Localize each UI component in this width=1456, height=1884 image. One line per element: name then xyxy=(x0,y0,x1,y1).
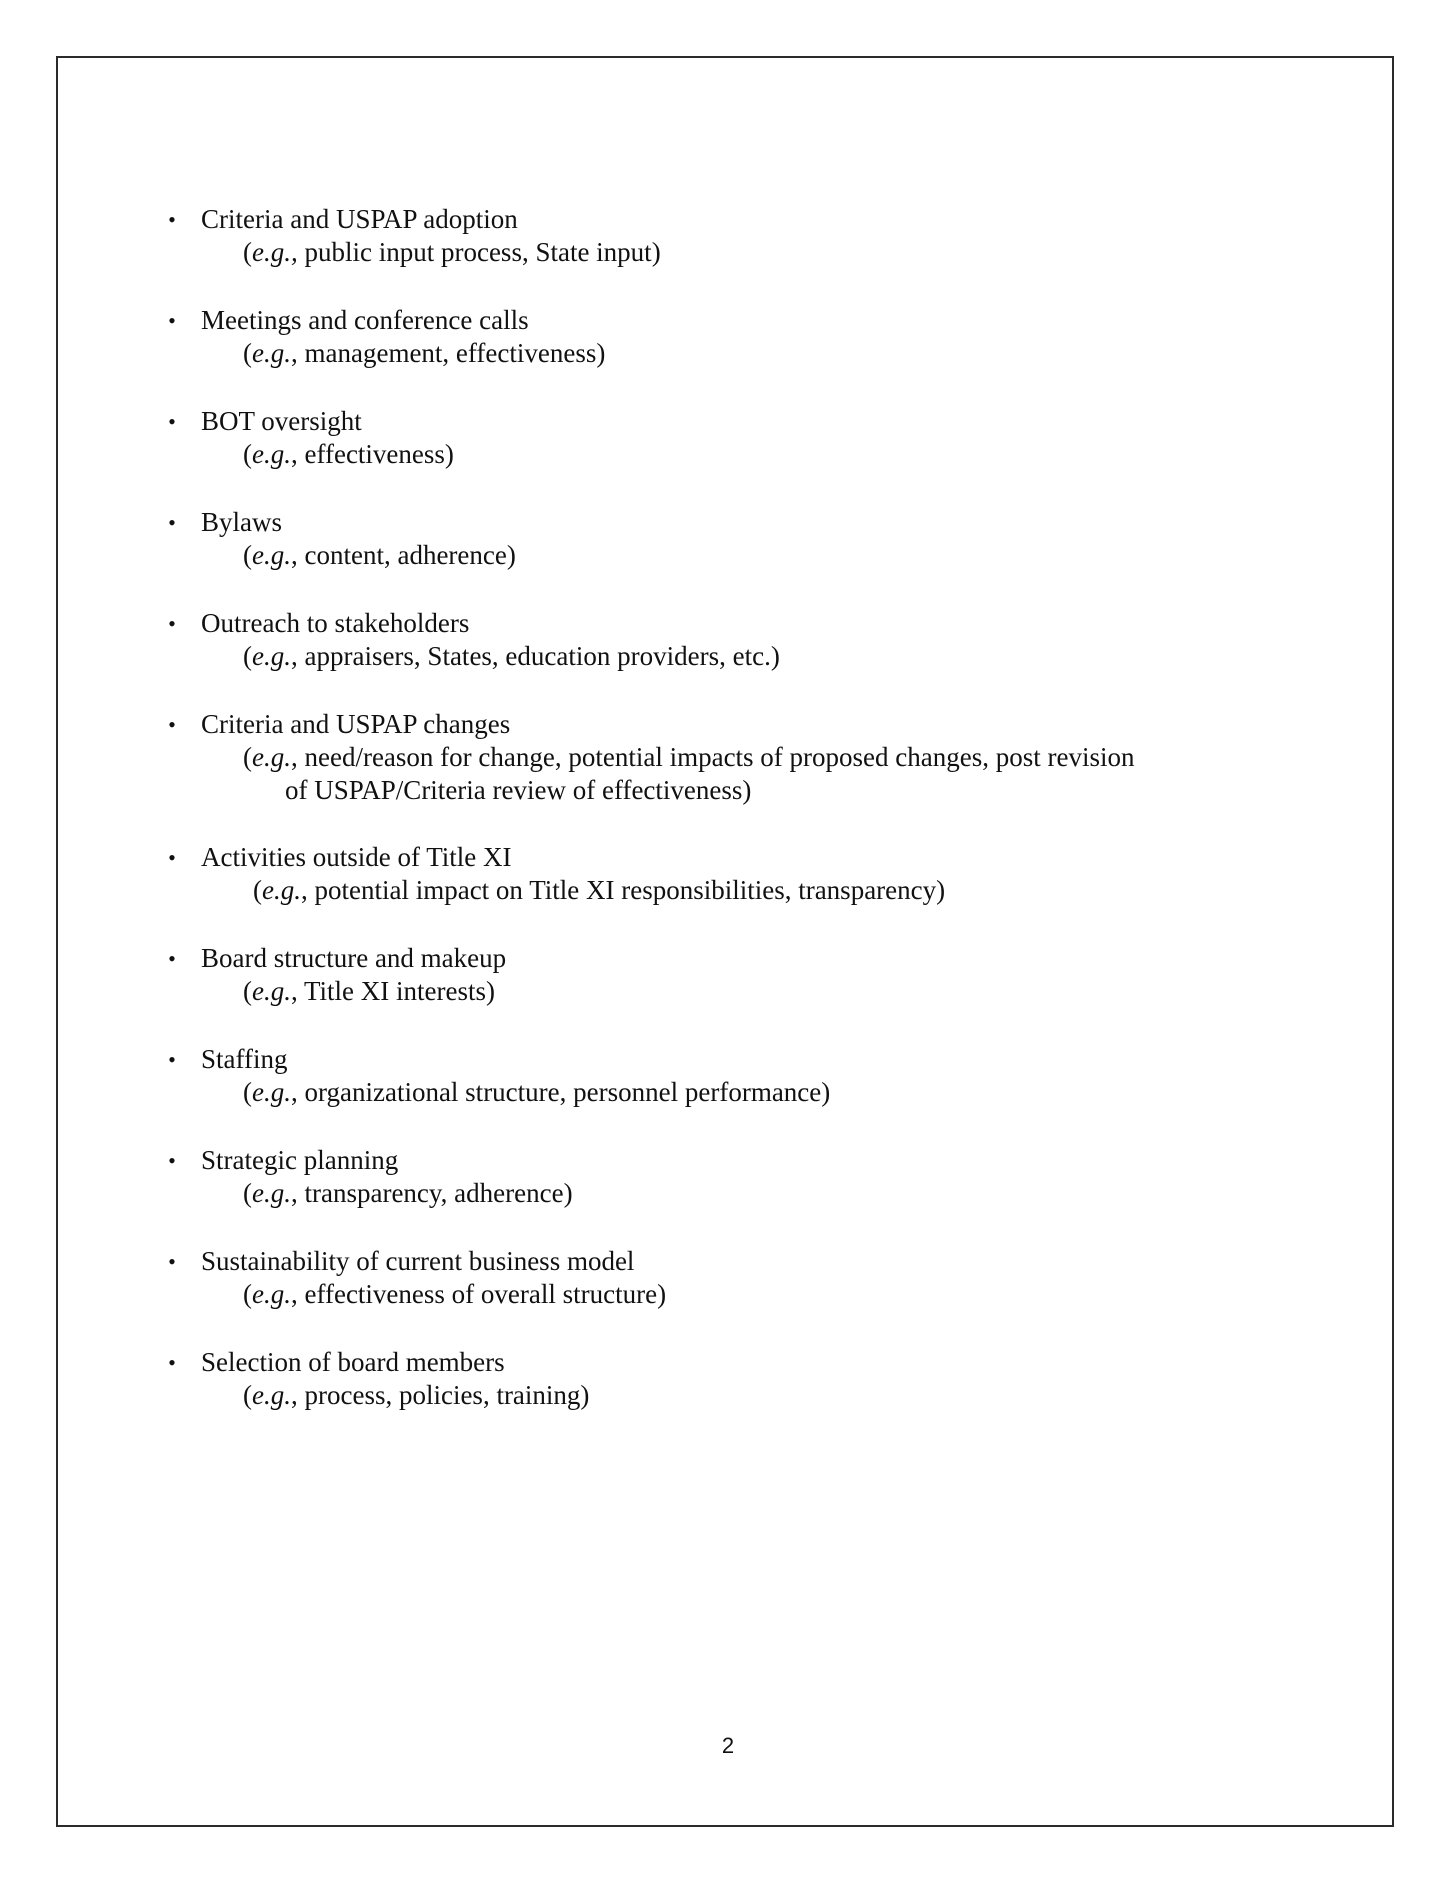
list-item xyxy=(0,1245,1456,1346)
item-title: Staffing xyxy=(201,1044,288,1074)
topic-list xyxy=(0,203,1456,1447)
item-example: (e.g., need/reason for change, potential impacts of proposed changes, post revision xyxy=(243,742,1135,772)
item-example: (e.g., potential impact on Title XI responsibilities, transparency) xyxy=(253,875,946,905)
item-title: Board structure and makeup xyxy=(201,943,507,973)
bullet: • xyxy=(168,1350,176,1375)
list-item xyxy=(0,506,1456,607)
item-example: (e.g., public input process, State input) xyxy=(243,237,661,267)
item-title: Sustainability of current business model xyxy=(201,1246,635,1276)
bullet: • xyxy=(168,611,176,636)
list-item xyxy=(0,405,1456,506)
bullet: • xyxy=(168,1148,176,1173)
list-item xyxy=(0,304,1456,405)
list-item xyxy=(0,841,1456,942)
page-number: 2 xyxy=(721,1733,735,1758)
item-example: (e.g., appraisers, States, education providers, etc.) xyxy=(243,641,780,671)
bullet: • xyxy=(168,308,176,333)
item-example: (e.g., transparency, adherence) xyxy=(243,1178,573,1208)
bullet: • xyxy=(168,712,176,737)
item-title: Criteria and USPAP changes xyxy=(201,709,511,739)
item-title: Selection of board members xyxy=(201,1347,505,1377)
item-example: (e.g., process, policies, training) xyxy=(243,1380,590,1410)
list-item xyxy=(0,1346,1456,1447)
bullet: • xyxy=(168,207,176,232)
bullet: • xyxy=(168,1047,176,1072)
item-example: (e.g., effectiveness) xyxy=(243,439,454,469)
list-item xyxy=(0,1144,1456,1245)
list-item xyxy=(0,1043,1456,1144)
list-item xyxy=(0,607,1456,708)
bullet: • xyxy=(168,946,176,971)
item-example-continuation: of USPAP/Criteria review of effectiveness) xyxy=(285,775,752,805)
bullet: • xyxy=(168,845,176,870)
bullet: • xyxy=(168,510,176,535)
item-title: Activities outside of Title XI xyxy=(201,842,512,872)
item-title: Criteria and USPAP adoption xyxy=(201,204,518,234)
item-example: (e.g., effectiveness of overall structure) xyxy=(243,1279,667,1309)
item-title: Strategic planning xyxy=(201,1145,399,1175)
list-item xyxy=(0,942,1456,1043)
item-example: (e.g., management, effectiveness) xyxy=(243,338,606,368)
list-item xyxy=(0,203,1456,304)
bullet: • xyxy=(168,409,176,434)
item-example: (e.g., content, adherence) xyxy=(243,540,516,570)
item-title: Outreach to stakeholders xyxy=(201,608,470,638)
item-title: Bylaws xyxy=(201,507,282,537)
list-item xyxy=(0,708,1456,841)
item-title: Meetings and conference calls xyxy=(201,305,529,335)
item-example: (e.g., Title XI interests) xyxy=(243,976,495,1006)
item-title: BOT oversight xyxy=(201,406,362,436)
bullet: • xyxy=(168,1249,176,1274)
item-example: (e.g., organizational structure, personnel performance) xyxy=(243,1077,831,1107)
